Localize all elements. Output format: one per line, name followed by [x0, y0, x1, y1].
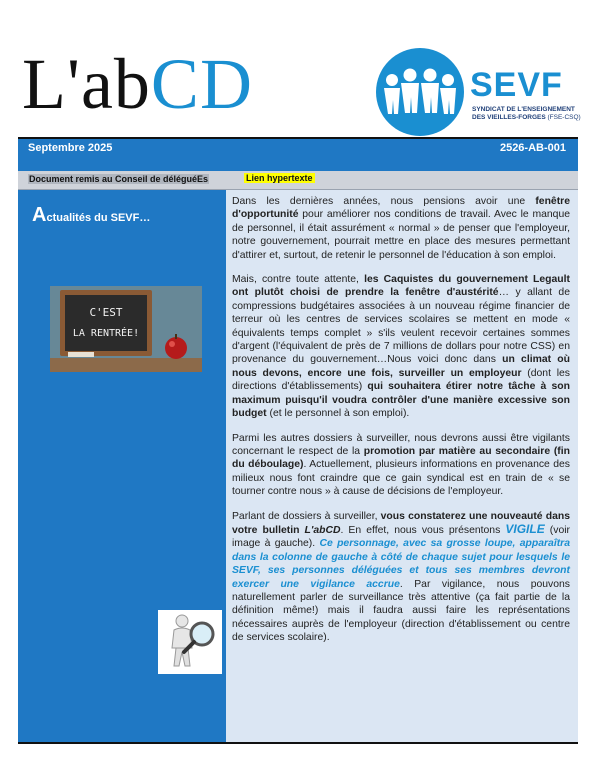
bottom-rule	[18, 742, 578, 744]
paragraph-2: Mais, contre toute attente, les Caquistes du gouvernement Legault ont plutôt choisi de prendre la fenêtre d'austérité… y allant de compressions budgétaires associées à un nouveau régime financier de terreur où les centres de services scolaires se mettent en mode « équivalents temps complet » s'ils veulent recevoir certaines sommes d'argent (l'équivalent de près de 7 millions de dollars pour notre CSS) en provenance du gouvernement…Nous voici donc dans un climat où nous devons, encore une fois, surveiller un employeur (dont les directions d'établissements) qui souhaitera étirer notre tâche à son maximum puisqu'il voudra contrôler d'une manière excessive son budget (et le personnel à son emploi).	[232, 274, 571, 420]
chalkboard-image	[50, 286, 202, 372]
sidebar-title: Actualités du SEVF…	[32, 204, 151, 226]
article-body	[232, 195, 570, 656]
abcd-logo: L'abCD	[22, 44, 253, 124]
paragraph-4: Parlant de dossiers à surveiller, vous constaterez une nouveauté dans votre bulletin L'abCD. En effet, nous vous présentons VIGILE (voir image à gauche). Ce personnage, avec sa grosse loupe, apparaîtra dans la colonne de gauche à côté de chaque sujet pour lesquels le SEVF, ses personnes déléguées et tous ses membres devront exercer une vigilance accrue. Par vigilance, nous pouvons naturellement parler de surveillance très attentive (ça fait partie de la définition même!) mais il faudra aussi faire les représentations nécessaires auprès de l'employeur (direction d'établissement ou centre de services scolaire).	[232, 510, 571, 644]
meta-row	[18, 171, 578, 190]
issue-code: 2526-AB-001	[499, 142, 566, 154]
sevf-logo	[370, 48, 590, 136]
svg-text:LA RENTRÉE!: LA RENTRÉE!	[72, 328, 140, 339]
sevf-subtitle: SYNDICAT DE L'ENSEIGNEMENT DES VIEILLES-FORGES (FSE-CSQ)	[472, 106, 581, 122]
issue-date: Septembre 2025	[28, 142, 113, 154]
hyperlink-label[interactable]: Lien hypertexte	[246, 173, 313, 183]
paragraph-1: Dans les dernières années, nous pensions avoir une fenêtre d'opportunité pour améliorer nos conditions de travail. Avec le manque de personnel, il était assurément « normal » de penser que l'employeur, notre gouvernement, pourrait mettre en place des mesures permettant d'attirer et, surtout, de retenir le personnel de l'éducation à son emploi.	[232, 196, 570, 261]
sevf-wordmark: SEVF	[470, 66, 563, 104]
vigile-magnifier-icon	[158, 610, 222, 674]
sevf-people-icon	[370, 48, 470, 136]
paragraph-3: Parmi les autres dossiers à surveiller, nous devrons aussi être vigilants concernant le respect de la promotion par matière au secondaire (fin du déboulage). Actuellement, plusieurs informations en provenance des milieux nous font craindre que ce gain syndical est en train de « se tourner contre nous » à cause de décisions de l'employeur.	[232, 432, 570, 498]
issue-bar	[18, 139, 578, 171]
sidebar	[18, 190, 226, 742]
article-column	[226, 190, 578, 742]
document-note: Document remis au Conseil de déléguéEs	[29, 174, 209, 184]
svg-text:C'EST: C'EST	[89, 306, 123, 319]
masthead	[0, 0, 596, 140]
